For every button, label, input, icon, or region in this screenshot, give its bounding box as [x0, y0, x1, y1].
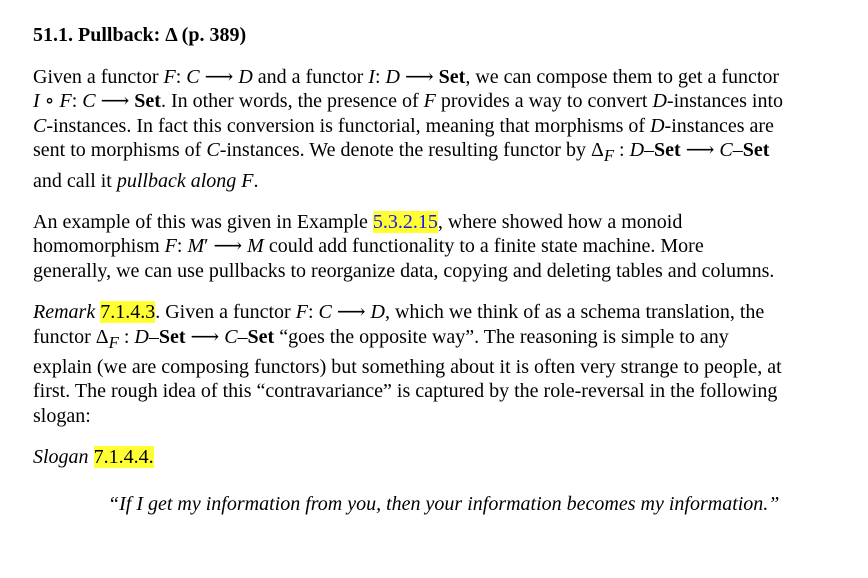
paragraph1-line3: C-instances. In fact this conversion is functorial, meaning that morphisms of D-instances are [33, 114, 774, 137]
remark-line3: explain (we are composing functors) but something about it is often very strange to people, at [33, 356, 782, 379]
paragraph1-line2: I ∘ F: C ⟶ Set. In other words, the presence of F provides a way to convert D-instances into [33, 90, 784, 113]
paragraph2-line2: homomorphism F: M′ ⟶ M could add functionality to a finite state machine. More [33, 235, 704, 258]
slogan-number[interactable]: 7.1.4.4. [93, 446, 154, 469]
paragraph1-line1: Given a functor F: C ⟶ D and a functor I: D ⟶ Set, we can compose them to get a functor [33, 66, 780, 88]
remark-line1: Remark 7.1.4.3. Given a functor F: C ⟶ D, which we think of as a schema translation, the [33, 301, 765, 324]
paragraph-example [33, 210, 861, 283]
paragraph-pullback-definition [33, 65, 861, 193]
remark-line4: first. The rough idea of this “contravariance” is captured by the role-reversal in the following [33, 380, 778, 403]
section-heading: 51.1. Pullback: Δ (p. 389) [33, 24, 247, 46]
example-link[interactable]: 5.3.2.15 [372, 211, 438, 234]
slogan-label: Slogan [33, 446, 89, 469]
remark-number[interactable]: 7.1.4.3 [100, 301, 156, 324]
paragraph2-line1: An example of this was given in Example 5.3.2.15, where showed how a monoid [33, 211, 683, 234]
document-page [33, 22, 861, 516]
paragraph1-line5: and call it pullback along F. [33, 169, 259, 192]
remark-label: Remark [33, 301, 96, 324]
remark-line5: slogan: [33, 404, 91, 427]
paragraph2-line3: generally, we can use pullbacks to reorganize data, copying and deleting tables and columns. [33, 259, 775, 282]
remark-line2: functor $\Delta_F$ : D–Set ⟶ C–Set “goes the opposite way”. The reasoning is simple to any [33, 325, 729, 352]
paragraph1-line4: sent to morphisms of C-instances. We denote the resulting functor by $\Delta_F$ : D–Set ⟶ C–Set [33, 139, 770, 166]
slogan-quote: “If I get my information from you, then your information becomes my information.” [108, 493, 780, 516]
slogan-block [33, 445, 861, 469]
remark-block [33, 300, 861, 428]
